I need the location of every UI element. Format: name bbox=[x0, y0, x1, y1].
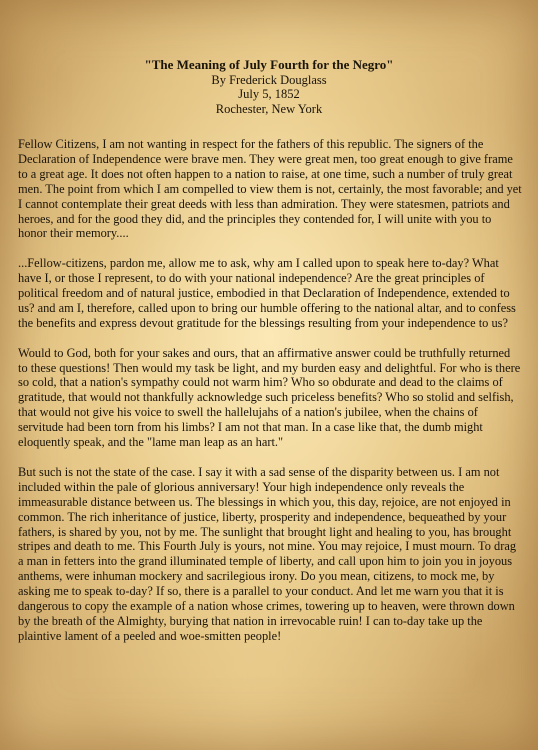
paragraph-2: ...Fellow-citizens, pardon me, allow me to ask, why am I called upon to speak here to-day? What have I, or those I represent, to do with your national independence? Are the great principles of political freedom and of natural justice, embodied in that Declaration of Independence, extended to us? and am I, therefore, called upon to bring our humble offering to the national altar, and to confess the benefits and express devout gratitude for the blessings resulting from your independence to us? bbox=[18, 256, 516, 330]
document-place: Rochester, New York bbox=[215, 101, 323, 116]
document-author: By Frederick Douglass bbox=[211, 72, 327, 87]
paragraph-1: Fellow Citizens, I am not wanting in respect for the fathers of this republic. The signers of the Declaration of Independence were brave men. They were great men, too great enough to give frame to a great age. It does not often happen to a nation to raise, at one time, such a number of truly great men. The point from which I am compelled to view them is not, certainly, the most favorable; and yet I cannot contemplate their great deeds with less than admiration. They were statesmen, patriots and heroes, and for the good they did, and the principles they contended for, I will unite with you to honor their memory.... bbox=[18, 137, 522, 241]
paragraph-3: Would to God, both for your sakes and ours, that an affirmative answer could be truthfully returned to these questions! Then would my task be light, and my burden easy and delightful. For who is there so cold, that a nation's sympathy could not warm him? Who so obdurate and dead to the claims of gratitude, that would not thankfully acknowledge such priceless benefits? Who so stolid and selfish, that would not give his voice to swell the hallelujahs of a nation's jubilee, when the chains of servitude had been torn from his limbs? I am not that man. In a case like that, the dumb might eloquently speak, and the "lame man leap as an hart." bbox=[18, 345, 521, 450]
document-date: July 5, 1852 bbox=[238, 87, 300, 101]
document-title: "The Meaning of July Fourth for the Negro" bbox=[144, 57, 394, 72]
document-body bbox=[18, 137, 522, 659]
paragraph-4: But such is not the state of the case. I say it with a sad sense of the disparity between us. I am not included within the pale of glorious anniversary! Your high independence only reveals the immeasurable distance between us. The blessings in which you, this day, rejoice, are not enjoyed in common. The rich inheritance of justice, liberty, prosperity and independence, bequeathed by your fathers, is shared by you, not by me. The sunlight that brought light and healing to you, has brought stripes and death to me. This Fourth July is yours, not mine. You may rejoice, I must mourn. To drag a man in fetters into the grand illuminated temple of liberty, and call upon him to join you in joyous anthems, were inhuman mockery and sacrilegious irony. Do you mean, citizens, to mock me, by asking me to speak to-day? If so, there is a parallel to your conduct. And let me warn you that it is dangerous to copy the example of a nation whose crimes, towering up to heaven, were thrown down by the breath of the Almighty, burying that nation in irrevocable ruin! I can to-day take up the plaintive lament of a peeled and woe-smitten people! bbox=[18, 464, 517, 643]
document-header bbox=[0, 58, 538, 116]
